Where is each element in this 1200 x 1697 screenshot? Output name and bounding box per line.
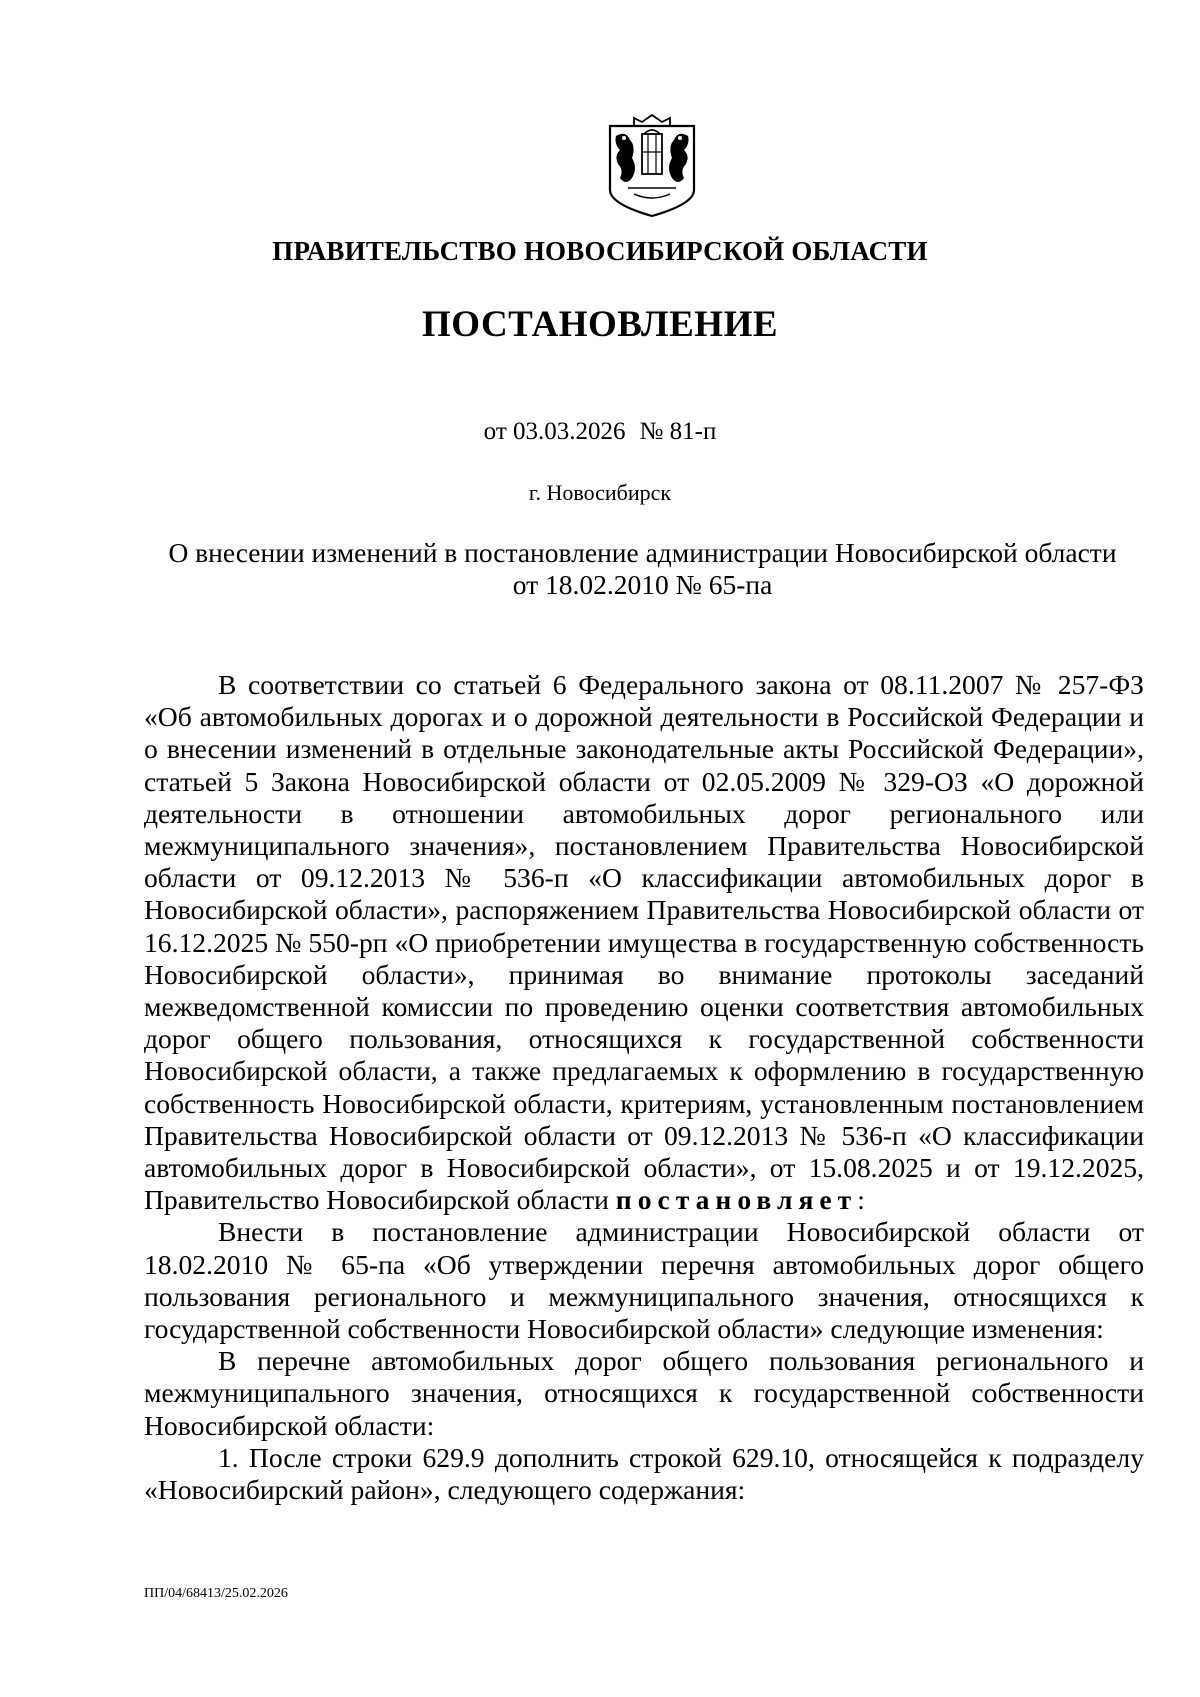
body-paragraph-1 [144,669,1144,1216]
document-city: г. Новосибирск [528,480,672,505]
decree-colon: : [857,1184,865,1216]
document-date-number [0,418,1200,446]
body-paragraph-3: В перечне автомобильных дорог общего пользования регионального и межмуниципального значения, относящихся к государственной собственности Новосибирской области: [144,1345,1144,1441]
subject-line-1: О внесении изменений в постановление администрации Новосибирской области [168,537,1117,568]
document-number: № 81-п [639,418,717,445]
body-paragraph-4: 1. После строки 629.9 дополнить строкой 629.10, относящейся к подразделу «Новосибирский район», следующего содержания: [144,1441,1144,1506]
decree-word: постановляет [615,1184,858,1216]
subject-line-2: от 18.02.2010 № 65-па [512,569,773,600]
paragraph-1-text: В соответствии со статьей 6 Федерального закона от 08.11.2007 № 257-ФЗ «Об автомобильных дорогах и о дорожной деятельности в Российской Федерации и о внесении изменений в отдельные законодательные акты Российской Федерации», статьей 5 Закона Новосибирской области от 02.05.2009 № 329-ОЗ «О дорожной деятельности в отношении автомобильных дорог регионального или межмуниципального значения», постановлением Правительства Новосибирской области от 09.12.2013 № 536-п «О классификации автомобильных дорог в Новосибирской области», распоряжением Правительства Новосибирской области от 16.12.2025 № 550-рп «О приобретении имущества в государственную собственность Новосибирской области», принимая во внимание протоколы заседаний межведомственной комиссии по проведению оценки соответствия автомобильных дорог общего пользования, относящихся к государственной собственности Новосибирской области, а также предлагаемых к оформлению в государственную собственность Новосибирской области, критериям, установленным постановлением Правительства Новосибирской области от 09.12.2013 № 536-п «О классификации автомобильных дорог в Новосибирской области», от 15.08.2025 и от 19.12.2025, Правительство Новосибирской области [144,669,1144,1216]
document-type-title: ПОСТАНОВЛЕНИЕ [421,304,779,345]
document-body [144,669,1144,1506]
body-paragraph-2: Внести в постановление администрации Новосибирской области от 18.02.2010 № 65-па «Об утверждении перечня автомобильных дорог общего пользования регионального и межмуниципального значения, относящихся к государственной собственности Новосибирской области» следующие изменения: [144,1216,1144,1345]
document-registration-code: ПП/04/68413/25.02.2026 [144,1586,288,1601]
document-date: от 03.03.2026 [483,418,626,445]
government-title: ПРАВИТЕЛЬСТВО НОВОСИБИРСКОЙ ОБЛАСТИ [272,236,928,266]
document-subject [140,537,1145,601]
coat-of-arms-icon [604,112,700,220]
